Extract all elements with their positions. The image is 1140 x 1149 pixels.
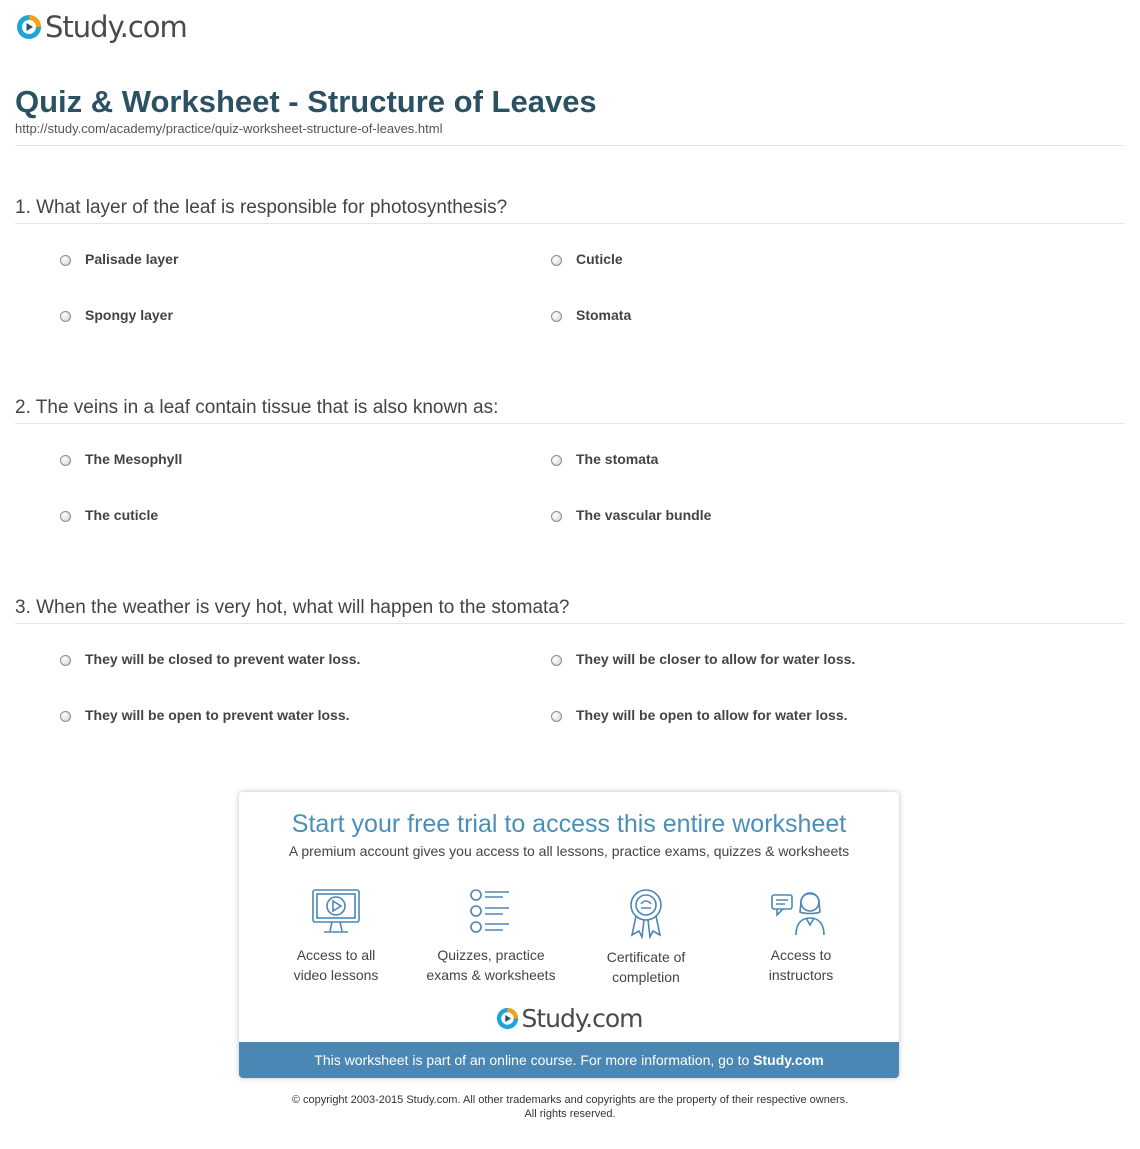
q3-option-d[interactable] [551,707,848,723]
feature-label-line2: video lessons [293,967,379,983]
page-url: http://study.com/academy/practice/quiz-worksheet-structure-of-leaves.html [15,121,443,136]
radio-button[interactable] [60,455,71,466]
header-divider [15,145,1125,146]
study-logo-mark-icon [496,1007,519,1030]
q2-option-b[interactable] [551,451,658,467]
study-com-link[interactable]: Study.com [753,1052,824,1068]
q1-option-a[interactable] [60,251,178,267]
feature-quizzes [411,887,571,985]
question-1: 1. What layer of the leaf is responsible for photosynthesis? [15,197,508,218]
promo-subtitle: A premium account gives you access to all lessons, practice exams, quizzes & worksheets [288,843,850,859]
question-3: 3. When the weather is very hot, what will happen to the stomata? [15,597,570,618]
logo-text: Study.com [45,10,187,44]
question-2: 2. The veins in a leaf contain tissue that is also known as: [15,397,499,418]
course-info-bar [239,1042,899,1078]
copyright-line2: All rights reserved. [524,1108,616,1120]
video-monitor-icon [310,887,362,937]
q2-option-d[interactable] [551,507,711,523]
free-trial-promo[interactable] [239,792,899,1078]
radio-button[interactable] [551,511,562,522]
option-label: The stomata [576,451,659,467]
radio-button[interactable] [60,655,71,666]
feature-label-line2: exams & worksheets [426,967,556,983]
feature-label-line2: instructors [768,967,834,983]
copyright [0,1093,1140,1121]
q2-option-c[interactable] [60,507,158,523]
q3-option-c[interactable] [60,707,350,723]
option-label: Spongy layer [85,307,173,323]
option-label: The Mesophyll [85,451,183,467]
promo-study-logo[interactable] [239,1004,899,1033]
instructor-icon [770,887,832,937]
q1-option-d[interactable] [551,307,631,323]
feature-instructors [721,887,881,985]
radio-button[interactable] [551,311,562,322]
copyright-line1: © copyright 2003-2015 Study.com. All other trademarks and copyrights are the property of their respective owners. [291,1094,849,1106]
study-logo[interactable] [16,10,187,44]
radio-button[interactable] [60,711,71,722]
feature-label-line1: Quizzes, practice [437,947,545,963]
radio-button[interactable] [551,255,562,266]
feature-label-line1: Certificate of [606,949,686,965]
radio-button[interactable] [60,255,71,266]
study-logo-mark-icon [16,14,42,40]
feature-certificate [566,887,726,987]
feature-label-line1: Access to [770,947,832,963]
course-info-text: This worksheet is part of an online course. For more information, go to [314,1052,754,1068]
option-label: They will be open to allow for water loss. [576,707,848,723]
radio-button[interactable] [60,311,71,322]
option-label: Palisade layer [85,251,179,267]
promo-logo-text: Study.com [521,1004,643,1033]
question-2-divider [15,423,1125,424]
option-label: The vascular bundle [576,507,712,523]
q1-option-b[interactable] [551,251,623,267]
question-3-divider [15,623,1125,624]
question-1-divider [15,223,1125,224]
feature-label-line2: completion [612,969,680,985]
option-label: They will be closer to allow for water loss. [576,651,856,667]
radio-button[interactable] [551,455,562,466]
certificate-ribbon-icon [620,887,672,939]
radio-button[interactable] [551,655,562,666]
option-label: Stomata [576,307,632,323]
q3-option-a[interactable] [60,651,360,667]
feature-video-lessons [256,887,416,985]
promo-title[interactable]: Start your free trial to access this entire worksheet [291,810,847,838]
option-label: They will be closed to prevent water loss. [85,651,361,667]
q2-option-a[interactable] [60,451,182,467]
feature-label-line1: Access to all [296,947,376,963]
q3-option-b[interactable] [551,651,855,667]
radio-button[interactable] [60,511,71,522]
option-label: The cuticle [85,507,159,523]
radio-button[interactable] [551,711,562,722]
q1-option-c[interactable] [60,307,173,323]
page-title: Quiz & Worksheet - Structure of Leaves [15,84,597,119]
option-label: They will be open to prevent water loss. [85,707,350,723]
option-label: Cuticle [576,251,623,267]
quiz-list-icon [465,887,517,937]
